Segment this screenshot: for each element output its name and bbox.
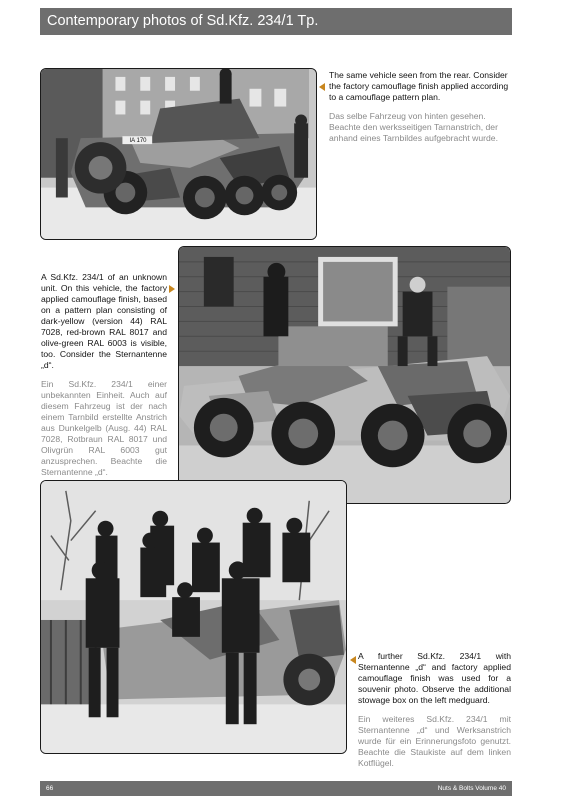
caption-pointer-3: [350, 656, 356, 664]
page-header: [40, 8, 512, 35]
caption-souvenir-en: A further Sd.Kfz. 234/1 with Sternantenne „d“ and factory applied camouflage finish was used for a souvenir photo. Observe the additional stowage box on the left medguard.: [358, 651, 511, 705]
caption-unknown-unit-en: A Sd.Kfz. 234/1 of an unknown unit. On this vehicle, the factory applied camouflage finish, based on a pattern plan consisting of dark-yellow (version 44) RAL 7028, red-brown RAL 8017 and olive-green RAL 6003 is visible, too. Consider the Sternantenne „d“.: [41, 272, 167, 370]
caption-rear-view-en: The same vehicle seen from the rear. Consider the factory camouflage finish applied according to a camouflage pattern plan.: [329, 70, 509, 102]
caption-souvenir-de: Ein weiteres Sd.Kfz. 234/1 mit Sternantenne „d“ und Werksanstrich wurde für ein Erinnerungsfoto genutzt. Beachte die Staukiste auf dem linken Kotflügel.: [358, 714, 511, 768]
photo-rear-view-image: [41, 69, 316, 239]
photo-rear-view: [40, 68, 317, 240]
photo-unknown-unit-image: [179, 247, 510, 503]
page-number: 66: [46, 785, 54, 792]
photo-rear-view-plate: IA 170: [129, 138, 147, 144]
series-title: Nuts & Bolts Volume 40: [437, 785, 506, 792]
page-footer: [40, 781, 512, 796]
photo-unknown-unit: [178, 246, 511, 504]
caption-unknown-unit-de: Ein Sd.Kfz. 234/1 einer unbekannten Einheit. Auch auf diesem Fahrzeug ist der nach einem Tarnbild erstellte Anstrich aus Dunkelgelb (Ausg. 44) RAL 7028, Rotbraun RAL 8017 und Olivgrün RAL 6003 gut anzusprechen. Beachte die Sternantenne „d“.: [41, 379, 167, 477]
caption-rear-view-de: Das selbe Fahrzeug von hinten gesehen. Beachte den werksseitigen Tarnanstrich, der anhand eines Tarnbildes aufgebracht wurde.: [329, 111, 498, 143]
caption-unknown-unit: [41, 272, 167, 478]
photo-souvenir-image: [41, 481, 346, 753]
caption-souvenir: [358, 651, 511, 769]
caption-pointer-1: [319, 83, 325, 91]
caption-rear-view: [329, 70, 511, 144]
photo-souvenir: [40, 480, 347, 754]
caption-pointer-2: [169, 285, 175, 293]
page-title: Contemporary photos of Sd.Kfz. 234/1 Tp.: [47, 13, 319, 29]
